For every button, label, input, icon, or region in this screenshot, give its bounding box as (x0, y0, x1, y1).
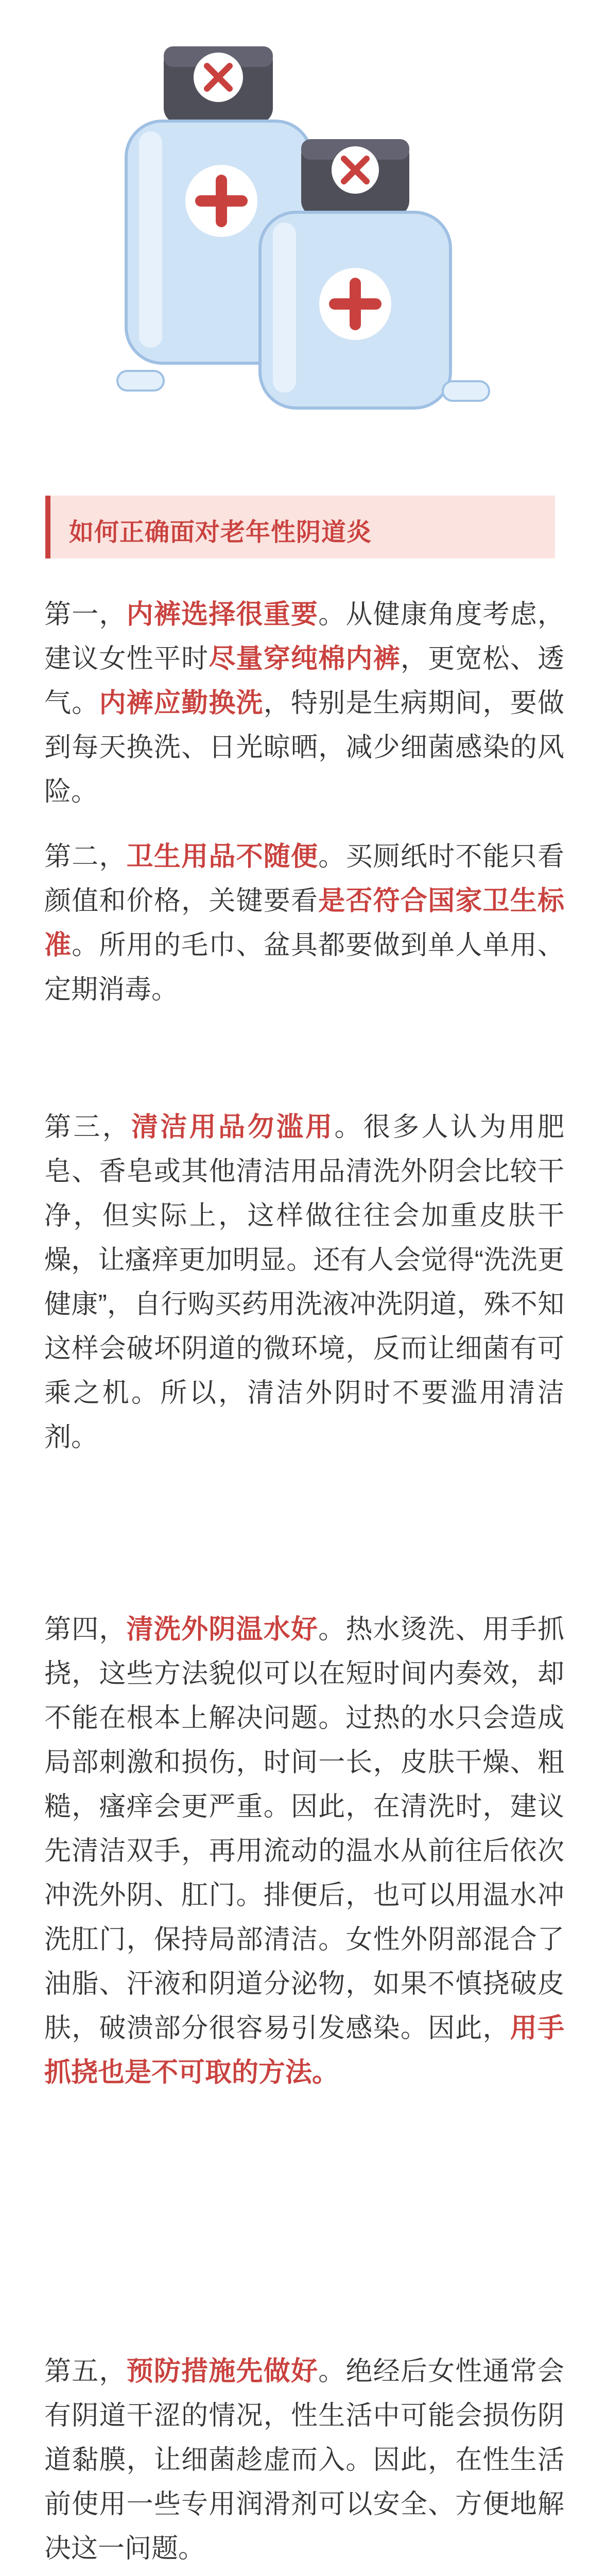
para5-text-1: 。绝经后女性通常会有阴道干涩的情况，性生活中可能会损伤阴道黏膜，让细菌趁虚而入。因此，在性生活前使用一些专用润滑剂可以安全、方便地解决这一问题。 (44, 2357, 564, 2564)
paragraph-2 (44, 835, 564, 1012)
para3-text-1: 。很多人认为用肥皂、香皂或其他清洁用品清洗外阴会比较干净，但实际上，这样做往往会加重皮肤干燥，让瘙痒更加明显。还有人会觉得“洗洗更健康”，自行购买药用洗液冲洗阴道，殊不知这样会破坏阴道的微环境，反而让细菌有可乘之机。所以，清洁外阴时不要滥用清洁剂。 (44, 1112, 564, 1452)
para5-prefix: 第五， (44, 2357, 127, 2386)
medicine-bottles-illustration (0, 0, 607, 443)
para1-highlight-3: 内裤应勤换洗 (99, 688, 264, 718)
paragraph-4 (44, 1607, 564, 2095)
para3-heading: 清洁用品勿滥用 (131, 1112, 335, 1142)
paragraph-1 (44, 592, 564, 814)
para5-heading: 预防措施先做好 (126, 2357, 319, 2386)
para1-text-3: ，特别是生病期间，要做到每天换洗、日光晾晒，减少细菌感染的风险。 (44, 688, 564, 807)
paragraph-3 (44, 1105, 564, 1460)
para4-text-1: 。热水烫洗、用手抓挠，这些方法貌似可以在短时间内奏效，却不能在根本上解决问题。过热的水只会造成局部刺激和损伤，时间一长，皮肤干燥、粗糙，瘙痒会更严重。因此，在清洗时，建议先清洁双手，再用流动的温水从前往后依次冲洗外阴、肛门。排便后，也可以用温水冲洗肛门，保持局部清洁。女性外阴部混合了油脂、汗液和阴道分泌物，如果不慎挠破皮肤，破溃部分很容易引发感染。因此， (44, 1615, 564, 2043)
para1-text-1: 。从健康角度考虑，建议女性平时 (44, 600, 564, 674)
para1-heading: 内裤选择很重要 (126, 600, 319, 630)
para2-highlight-2: 是否符合国家卫生标准 (44, 886, 564, 960)
para2-heading: 卫生用品不随便 (126, 842, 319, 872)
para1-text-2: ，更宽松、透气。 (44, 644, 564, 718)
para1-highlight-2: 尽量穿纯棉内裤 (209, 644, 401, 674)
section-title (45, 496, 555, 558)
para2-prefix: 第二， (44, 842, 127, 872)
para2-text-2: 。所用的毛巾、盆具都要做到单人单用、定期消毒。 (44, 930, 564, 1005)
para4-prefix: 第四， (44, 1615, 127, 1645)
section-title-text: 如何正确面对老年性阴道炎 (69, 519, 372, 546)
paragraph-5 (44, 2349, 564, 2571)
para3-prefix: 第三， (44, 1112, 132, 1142)
para1-prefix: 第一， (44, 600, 127, 630)
para2-text-1: 。买厕纸时不能只看颜值和价格，关键要看 (44, 842, 564, 916)
para4-heading: 清洗外阴温水好 (126, 1615, 319, 1645)
para4-highlight-2: 用手抓挠也是不可取的方法。 (44, 2013, 564, 2088)
